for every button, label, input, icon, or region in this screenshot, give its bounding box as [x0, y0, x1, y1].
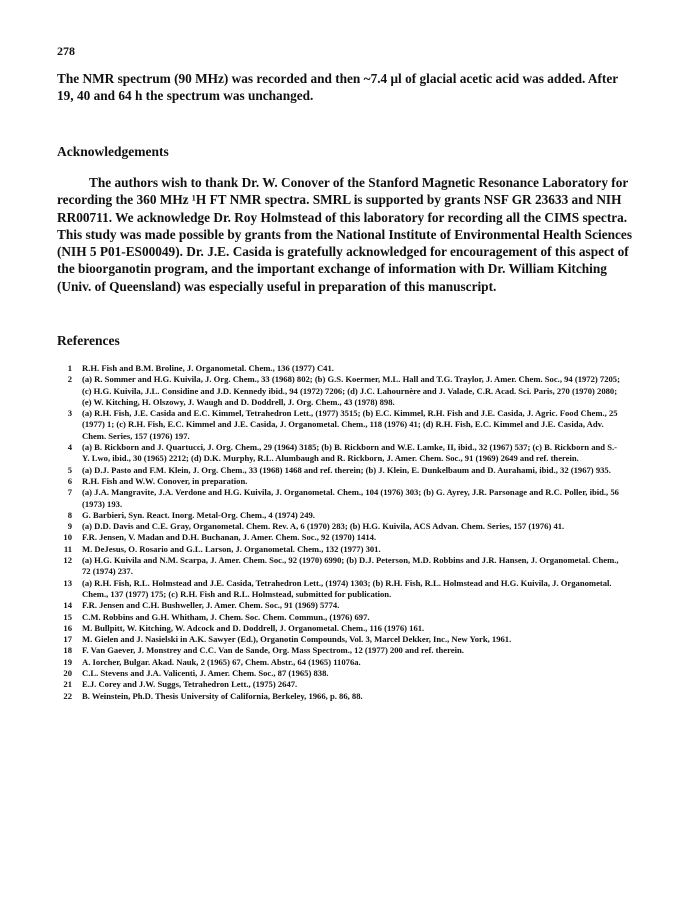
reference-item — [58, 634, 623, 645]
reference-text: E.J. Corey and J.W. Suggs, Tetrahedron Lett., (1975) 2647. — [82, 679, 298, 690]
reference-number: 11 — [63, 543, 72, 554]
reference-item — [58, 623, 623, 634]
reference-number: 19 — [63, 656, 72, 667]
reference-number: 2 — [67, 374, 72, 385]
reference-text: (a) B. Rickborn and J. Quartucci, J. Org. Chem., 29 (1964) 3185; (b) B. Rickborn and W.E. Lamke, II, ibid., 32 (1967) 537; (c) B. Rickborn and S.-Y. Lwo, ibid., 30 (1965) 2212; (d) D.K. Murphy, R.L. Alumbaugh and R. Rickborn, J. Amer. Chem. Soc., 91 (1969) 2649 and ref. therein. — [82, 442, 617, 464]
reference-text: M. Gielen and J. Nasielski in A.K. Sawyer (Ed.), Organotin Compounds, Vol. 3, Marcel Dekker, Inc., New York, 1961. — [82, 634, 512, 645]
reference-text: F.R. Jensen, V. Madan and D.H. Buchanan, J. Amer. Chem. Soc., 92 (1970) 1414. — [82, 532, 377, 543]
reference-text: C.M. Robbins and G.H. Whitham, J. Chem. Soc. Chem. Commun., (1976) 697. — [82, 611, 370, 622]
reference-item — [58, 612, 623, 623]
reference-item — [58, 691, 623, 702]
reference-item — [58, 363, 623, 374]
reference-item — [58, 510, 623, 521]
reference-text: F.R. Jensen and C.H. Bushweller, J. Amer. Chem. Soc., 91 (1969) 5774. — [82, 600, 340, 611]
reference-number: 16 — [63, 622, 72, 633]
acknowledgements-text: The authors wish to thank Dr. W. Conover of the Stanford Magnetic Resonance Laboratory for recording the 360 MHz ¹H FT NMR spectra. SMRL is supported by grants NSF GR 23633 and NIH RR00711. We acknowledge Dr. Roy Holmstead of this laboratory for recording all the CIMS spectra. This study was made possible by grants from the National Institute of Environmental Health Sciences (NIH 5 P01-ES00049). Dr. J.E. Casida is gratefully acknowledged for encouragement of this aspect of the bioorganotin program, and the important exchange of information with Dr. William Kitching (Univ. of Queensland) was especially useful in preparation of this manuscript. — [57, 175, 633, 294]
reference-text: (a) H.G. Kuivila and N.M. Scarpa, J. Amer. Chem. Soc., 92 (1970) 6990; (b) D.J. Peterson, M.D. Robbins and J.R. Hansen, J. Organometal. Chem., 72 (1974) 237. — [82, 555, 619, 577]
reference-text: F. Van Gaever, J. Monstrey and C.C. Van de Sande, Org. Mass Spectrom., 12 (1977) 200 and ref. therein. — [82, 645, 464, 656]
reference-text: (a) D.D. Davis and C.E. Gray, Organometal. Chem. Rev. A, 6 (1970) 283; (b) H.G. Kuivila, ACS Advan. Chem. Series, 157 (1976) 41. — [82, 521, 565, 532]
reference-number: 14 — [63, 600, 72, 611]
page-number: 278 — [57, 44, 75, 58]
reference-text: M. Bullpitt, W. Kitching, W. Adcock and D. Doddrell, J. Organometal. Chem., 116 (1976) 161. — [82, 622, 425, 633]
reference-text: (a) R.H. Fish, J.E. Casida and E.C. Kimmel, Tetrahedron Lett., (1977) 3515; (b) E.C. Kimmel, R.H. Fish and J.E. Casida, J. Agric. Food Chem., 25 (1977) 1; (c) R.H. Fish, E.C. Kimmel and J.E. Casida, J. Organometal. Chem., 118 (1976) 41; (d) R.H. Fish, E.C. Kimmel and J.E. Casida, Adv. Chem. Series, 157 (1976) 197. — [82, 408, 618, 441]
reference-text: M. DeJesus, O. Rosario and G.L. Larson, J. Organometal. Chem., 132 (1977) 301. — [82, 543, 381, 554]
reference-item — [58, 408, 623, 442]
intro-paragraph: The NMR spectrum (90 MHz) was recorded and then ~7.4 μl of glacial acetic acid was added. After 19, 40 and 64 h the spectrum was unchanged. — [57, 71, 618, 103]
reference-item — [58, 465, 623, 476]
reference-text: C.L. Stevens and J.A. Valicenti, J. Amer. Chem. Soc., 87 (1965) 838. — [82, 668, 329, 679]
reference-number: 6 — [67, 475, 72, 486]
reference-number: 20 — [63, 668, 72, 679]
reference-text: B. Weinstein, Ph.D. Thesis University of California, Berkeley, 1966, p. 86, 88. — [82, 690, 363, 701]
reference-item — [58, 544, 623, 555]
reference-item — [58, 532, 623, 543]
reference-text: R.H. Fish and B.M. Broline, J. Organometal. Chem., 136 (1977) C41. — [82, 363, 334, 373]
reference-number: 9 — [67, 521, 72, 532]
reference-text: G. Barbieri, Syn. React. Inorg. Metal-Org. Chem., 4 (1974) 249. — [82, 509, 315, 520]
reference-number: 21 — [63, 679, 72, 690]
reference-number: 1 — [67, 363, 72, 373]
references-heading: References — [57, 333, 120, 348]
reference-text: R.H. Fish and W.W. Conover, in preparation. — [82, 475, 248, 486]
reference-number: 10 — [63, 532, 72, 543]
reference-item — [58, 555, 623, 578]
reference-number: 22 — [63, 690, 72, 701]
reference-item — [58, 668, 623, 679]
reference-item — [58, 600, 623, 611]
reference-number: 15 — [63, 611, 72, 622]
reference-item — [58, 578, 623, 601]
reference-item — [58, 374, 623, 408]
reference-text: (a) J.A. Mangravite, J.A. Verdone and H.G. Kuivila, J. Organometal. Chem., 104 (1976) 303; (b) G. Ayrey, J.R. Parsonage and R.C. Poller, ibid., 56 (1973) 193. — [82, 487, 619, 509]
reference-text: A. Iorcher, Bulgar. Akad. Nauk, 2 (1965) 67, Chem. Abstr., 64 (1965) 11076a. — [82, 656, 361, 667]
reference-number: 5 — [67, 464, 72, 475]
reference-number: 7 — [67, 487, 72, 498]
reference-number: 12 — [63, 555, 72, 566]
reference-number: 8 — [67, 509, 72, 520]
reference-text: (a) R. Sommer and H.G. Kuivila, J. Org. Chem., 33 (1968) 802; (b) G.S. Koermer, M.L. Hall and T.G. Traylor, J. Amer. Chem. Soc., 94 (1972) 7205; (c) H.G. Kuivila, J.L. Considine and J.D. Kennedy ibid., 94 (1972) 7206; (d) J.C. Lahournère and J. Valade, C.R. Acad. Sci. Paris, 270 (1970) 2080; (e) W. Kitching, H. Olszowy, J. Waugh and D. Doddrell, J. Org. Chem., 43 (1978) 898. — [82, 374, 620, 407]
reference-number: 18 — [63, 645, 72, 656]
reference-number: 13 — [63, 577, 72, 588]
reference-item — [58, 657, 623, 668]
reference-item — [58, 679, 623, 690]
reference-text: (a) D.J. Pasto and F.M. Klein, J. Org. Chem., 33 (1968) 1468 and ref. therein; (b) J. Klein, E. Dunkelbaum and D. Aurahami, ibid., 32 (1967) 935. — [82, 464, 611, 475]
reference-number: 4 — [67, 442, 72, 453]
reference-item — [58, 476, 623, 487]
reference-item — [58, 645, 623, 656]
reference-item — [58, 442, 623, 465]
acknowledgements-heading: Acknowledgements — [57, 144, 169, 159]
reference-number: 3 — [67, 408, 72, 419]
reference-item — [58, 487, 623, 510]
reference-text: (a) R.H. Fish, R.L. Holmstead and J.E. Casida, Tetrahedron Lett., (1974) 1303; (b) R.H. Fish, R.L. Holmstead and H.G. Kuivila, J. Organometal. Chem., 137 (1977) 175; (c) R.H. Fish and R.L. Holmstead, submitted for publication. — [82, 577, 612, 599]
reference-list — [58, 363, 623, 702]
reference-item — [58, 521, 623, 532]
reference-number: 17 — [63, 634, 72, 645]
